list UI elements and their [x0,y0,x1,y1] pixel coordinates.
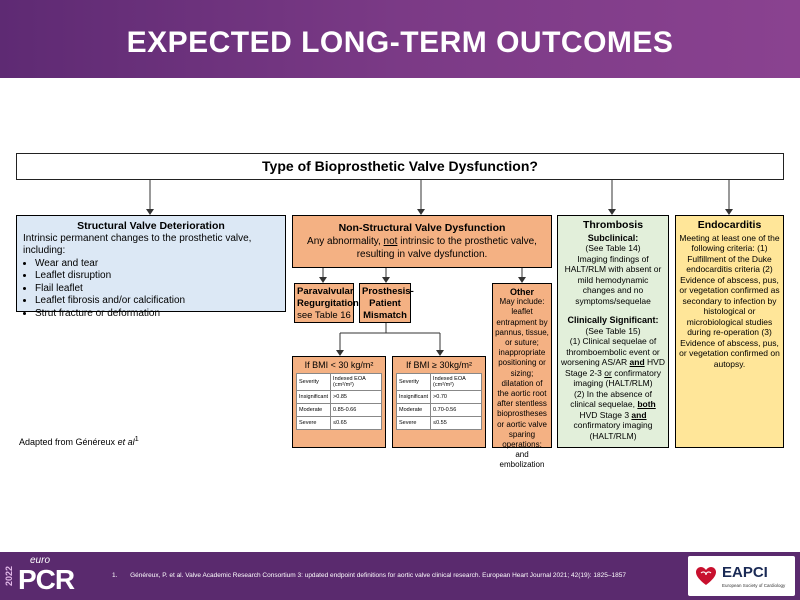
other-text: May include: leaflet entrapment by pannus, tissue, or suture; inappropriate positioning or sizing; dilatation of the aortic root after stentless bioprostheses or aortic valve sparing operations; and embolization [495,297,549,470]
text-emphasis: or [604,367,612,378]
heart-icon [694,564,718,588]
table-cell: >0.85 [331,391,382,404]
svd-item: • Flail leaflet [35,283,279,296]
table-row [397,417,482,430]
svd-item: • Strut fracture or deformation [35,308,279,321]
nsvd-desc-pre: Any abnormality, [307,236,384,247]
adapted-sup: 1 [134,434,139,443]
adapted-etal: et al [117,437,135,447]
bmi-high-box [392,356,486,448]
endocarditis-text: Meeting at least one of the following criteria: (1) Fulfillment of the Duke endocarditis criteria (2) Evidence of abscess, pus, or vegetation confirmed as secondary to infection by histological or microbiological studies during re-operation (3) Evidence of abscess, pus, or vegetation confirmed on autopsy. [679,232,780,369]
endocarditis-box [675,215,784,448]
thrombosis-subclinical-text: Imaging findings of HALT/RLM with absent or mild hemodynamic changes and no symptoms/sequelae [564,253,662,306]
table-row [297,391,382,404]
svd-list [23,258,279,321]
bmi-low-box [292,356,386,448]
table-cell: >0.70 [431,391,482,404]
table-header-row [297,374,382,391]
pvr-title: Paravalvular Regurgitation [297,286,359,309]
ppm-title: Prosthesis-Patient Mismatch [362,286,414,321]
text-emphasis: and [631,409,647,420]
eapci-name: EAPCI [722,564,768,581]
svd-box [16,215,286,319]
text-span: HVD Stage 2-3 [565,357,665,378]
svd-description: Intrinsic permanent changes to the prosthetic valve, including: [23,232,252,256]
svd-item: • Leaflet disruption [35,270,279,283]
thrombosis-clinical-ref: (See Table 15) [585,325,641,336]
adapted-note [19,434,139,447]
adapted-prefix: Adapted from Généreux [19,437,118,447]
thrombosis-clinical-label: Clinically Significant: [567,315,659,325]
text-span: confirmatory imaging (HALT/RLM) [573,367,661,388]
nsvd-title: Non-Structural Valve Dysfunction [338,222,506,234]
other-box [492,283,552,470]
bmi-high-table [396,373,482,430]
footer-bar [0,552,800,600]
thrombosis-clinical-p2 [561,389,665,442]
thrombosis-subclinical-ref: (See Table 14) [585,243,641,253]
reference-number: 1. [112,572,118,579]
table-cell: 0.70-0.56 [431,404,482,417]
table-cell: 0.85-0.66 [331,404,382,417]
text-span: HVD Stage 3 [579,409,632,420]
text-span: confirmatory imaging (HALT/RLM) [573,420,653,441]
table-cell: Moderate [397,404,431,417]
nsvd-desc-not: not [383,236,398,247]
nsvd-box [292,215,552,268]
svd-item: • Wear and tear [35,258,279,271]
svd-item: • Leaflet fibrosis and/or calcification [35,295,279,308]
table-header: Indexed EOA (cm²/m²) [331,374,382,391]
thrombosis-clinical-p1 [561,336,665,389]
table-cell: Insignificant [397,391,431,404]
thrombosis-title: Thrombosis [582,219,644,231]
table-cell: ≤0.65 [331,417,382,430]
pvr-box [294,283,359,323]
table-header: Indexed EOA (cm²/m²) [431,374,482,391]
page-title: EXPECTED LONG-TERM OUTCOMES [126,26,674,59]
table-row [397,404,482,417]
other-title: Other [509,287,534,297]
reference-citation: Généreux, P. et al. Valve Academic Research Consortium 3: updated endpoint definitions for aortic valve clinical research. European Heart Journal 2021; 42(19): 1825–1857 [130,572,626,579]
logo-euro: euro [30,555,51,566]
table-cell: ≤0.55 [431,417,482,430]
thrombosis-subclinical-label: Subclinical: [587,232,639,243]
ppm-box [359,283,414,323]
endocarditis-title: Endocarditis [697,219,762,231]
eapci-subtitle: European Society of Cardiology [722,583,786,588]
table-cell: Insignificant [297,391,331,404]
table-cell: Severe [297,417,331,430]
table-row [297,404,382,417]
text-span: (2) In the absence of clinical sequelae, [570,388,652,409]
pvr-subtitle: see Table 16 [297,310,351,321]
text-emphasis: both [637,399,656,409]
table-header: Severity [297,374,331,391]
table-header: Severity [397,374,431,391]
table-header-row [397,374,482,391]
thrombosis-box [557,215,669,448]
root-question-box: Type of Bioprosthetic Valve Dysfunction? [16,153,784,180]
nsvd-desc-post: intrinsic to the prosthetic valve, resulting in valve dysfunction. [356,236,537,260]
logo-pcr: PCR [18,564,75,595]
table-cell: Severe [397,417,431,430]
bmi-high-heading: If BMI ≥ 30kg/m² [406,360,472,370]
table-cell: Moderate [297,404,331,417]
logo-year: 2022 [4,565,14,587]
table-row [297,417,382,430]
table-row [397,391,482,404]
bmi-low-table [296,373,382,430]
bmi-low-heading: If BMI < 30 kg/m² [304,360,374,370]
text-emphasis: and [629,357,645,367]
eapci-logo [688,556,795,596]
reference-text [112,572,626,579]
svd-title: Structural Valve Deterioration [77,220,225,232]
text-span: (1) Clinical sequelae of thromboembolic event or worsening AS/AR [561,336,660,367]
nsvd-description [297,235,547,261]
